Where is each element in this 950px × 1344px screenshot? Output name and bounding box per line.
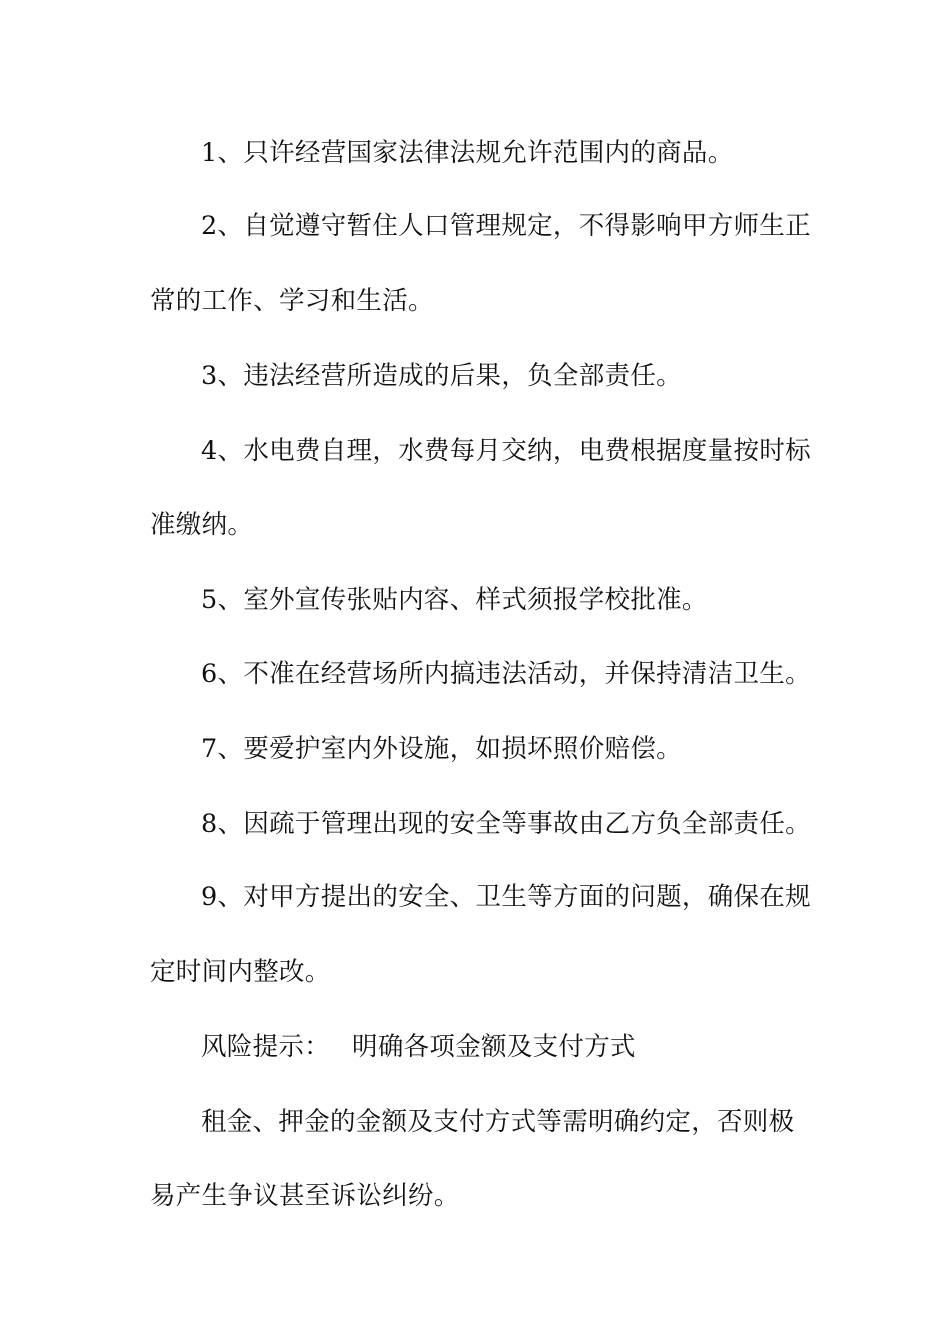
- risk-tip-label: 风险提示：: [201, 1032, 331, 1062]
- clause-4-line-1: 4、水电费自理，水费每月交纳，电费根据度量按时标: [201, 436, 811, 466]
- clause-3: 3、违法经营所造成的后果，负全部责任。: [201, 361, 682, 391]
- closing-line-1: 租金、押金的金额及支付方式等需明确约定，否则极: [201, 1107, 795, 1137]
- risk-tip-value: 明确各项金额及支付方式: [352, 1032, 636, 1062]
- clause-9-line-2: 定时间内整改。: [150, 957, 331, 987]
- clause-4-line-2: 准缴纳。: [150, 510, 254, 540]
- clause-9-line-1: 9、对甲方提出的安全、卫生等方面的问题，确保在规: [201, 882, 811, 912]
- clause-8: 8、因疏于管理出现的安全等事故由乙方负全部责任。: [201, 809, 811, 839]
- clause-7: 7、要爱护室内外设施，如损坏照价赔偿。: [201, 734, 682, 764]
- clause-2-line-1: 2、自觉遵守暂住人口管理规定，不得影响甲方师生正: [201, 211, 811, 241]
- clause-2-line-2: 常的工作、学习和生活。: [150, 286, 434, 316]
- clause-1: 1、只许经营国家法律法规允许范围内的商品。: [201, 138, 734, 168]
- clause-5: 5、室外宣传张贴内容、样式须报学校批准。: [201, 585, 708, 615]
- clause-6: 6、不准在经营场所内搞违法活动，并保持清洁卫生。: [201, 659, 811, 689]
- closing-line-2: 易产生争议甚至诉讼纠纷。: [150, 1181, 460, 1211]
- risk-tip: [201, 1031, 861, 1063]
